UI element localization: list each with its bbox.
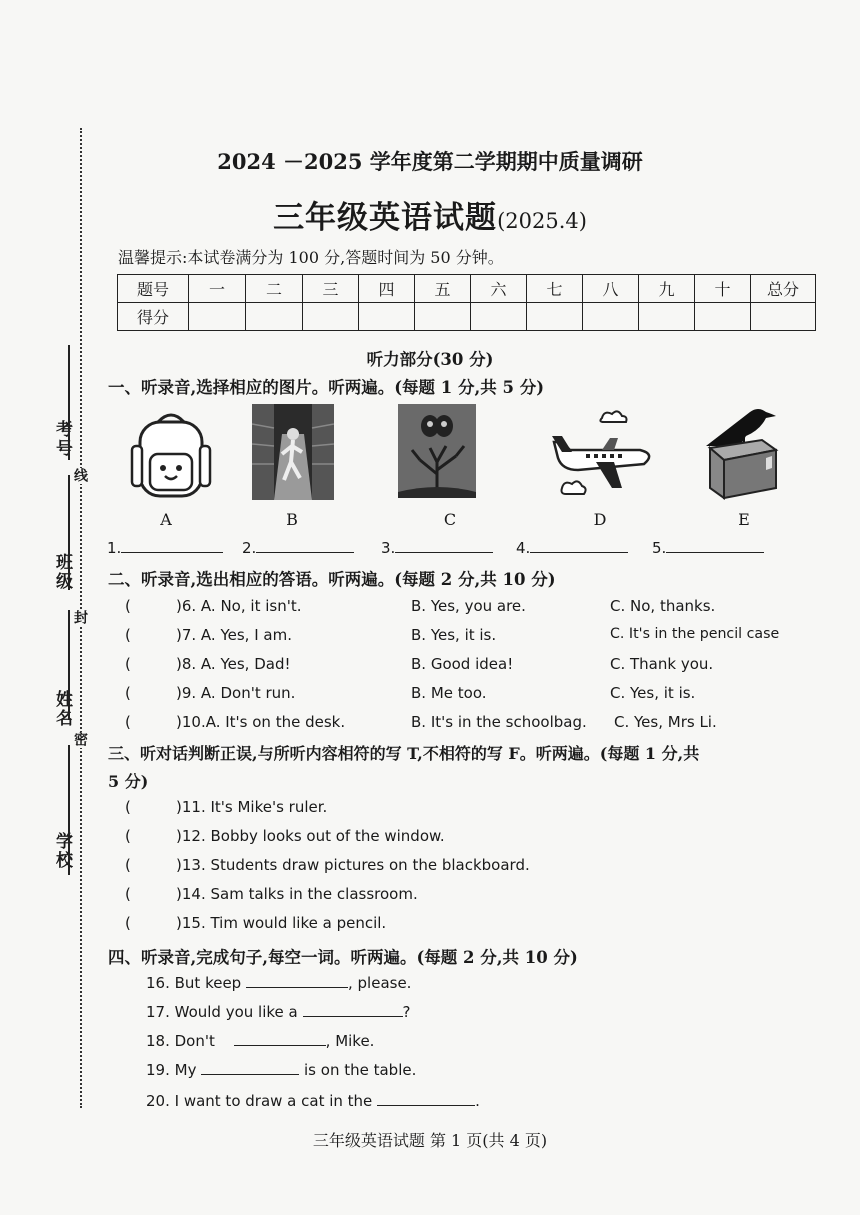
answer-blank-5[interactable] (652, 539, 764, 557)
col-1: 一 (189, 275, 246, 303)
picture-letter-d: D (593, 510, 607, 529)
statement-15: )15. Tim would like a pencil. (176, 914, 387, 932)
sentence-19 (146, 1061, 416, 1079)
score-cell[interactable] (751, 303, 816, 331)
picture-letter-e: E (738, 510, 750, 529)
row-label-question: 题号 (118, 275, 189, 303)
score-cell[interactable] (415, 303, 471, 331)
answer-blank-2[interactable] (242, 539, 354, 557)
col-6: 六 (471, 275, 527, 303)
name-line (68, 610, 70, 720)
sentence-16 (146, 974, 411, 992)
question-9-c: C. Yes, it is. (610, 684, 696, 702)
statement-11: )11. It's Mike's ruler. (176, 798, 328, 816)
question-10-b: B. It's in the schoolbag. (411, 713, 587, 731)
running-boy-photo (252, 404, 334, 500)
blank-16[interactable] (246, 987, 348, 988)
sentence-20-end: . (475, 1092, 480, 1110)
part3-title-line1: 三、听对话判断正误,与所听内容相符的写 T,不相符的写 F。听两遍。(每题 1 分,共 (108, 744, 700, 763)
score-cell[interactable] (246, 303, 303, 331)
question-10-c: C. Yes, Mrs Li. (614, 713, 717, 731)
airplane-icon (548, 406, 660, 500)
sentence-19-end: is on the table. (304, 1061, 417, 1079)
dense-char: 密 (72, 732, 88, 748)
paren-15: ( (125, 914, 131, 932)
sentence-17 (146, 1003, 410, 1021)
question-6-a: )6. A. No, it isn't. (176, 597, 302, 615)
col-4: 四 (359, 275, 415, 303)
question-10-a: )10.A. It's on the desk. (176, 713, 346, 731)
tip-note: 温馨提示:本试卷满分为 100 分,答题时间为 50 分钟。 (118, 248, 504, 267)
picture-letter-a: A (160, 510, 172, 529)
answer-blank-4[interactable] (516, 539, 628, 557)
sentence-17-end: ? (402, 1003, 411, 1021)
statement-13: )13. Students draw pictures on the blackboard. (176, 856, 530, 874)
question-9-b: B. Me too. (411, 684, 487, 702)
col-7: 七 (527, 275, 583, 303)
schoolbag-icon (128, 408, 214, 500)
blank-number: 3. (381, 539, 396, 557)
sentence-18-start: 18. Don't (146, 1032, 215, 1050)
blank-line[interactable] (256, 552, 354, 553)
main-title (0, 192, 860, 237)
statement-14: )14. Sam talks in the classroom. (176, 885, 418, 903)
paren-12: ( (125, 827, 131, 845)
answer-blank-1[interactable] (107, 539, 223, 557)
question-6-c: C. No, thanks. (610, 597, 716, 615)
school-line (68, 745, 70, 875)
paren-7: ( (125, 626, 131, 644)
school-label: 学校 (52, 832, 72, 870)
sentence-20 (146, 1092, 480, 1110)
score-cell[interactable] (359, 303, 415, 331)
paren-13: ( (125, 856, 131, 874)
blank-number: 2. (242, 539, 257, 557)
part1-title: 一、听录音,选择相应的图片。听两遍。(每题 1 分,共 5 分) (108, 378, 545, 397)
score-cell[interactable] (639, 303, 695, 331)
exam-no-label: 考号 (52, 420, 72, 458)
question-7-a: )7. A. Yes, I am. (176, 626, 292, 644)
blank-18[interactable] (234, 1045, 326, 1046)
paren-11: ( (125, 798, 131, 816)
blank-number: 1. (107, 539, 122, 557)
sentence-18-end: , Mike. (325, 1032, 375, 1050)
row-label-score: 得分 (118, 303, 189, 331)
score-table-score-row (118, 303, 816, 331)
paren-9: ( (125, 684, 131, 702)
score-cell[interactable] (695, 303, 751, 331)
butterfly-tree-photo (398, 404, 476, 498)
line-char: 线 (72, 468, 88, 484)
sentence-16-start: 16. But keep (146, 974, 242, 992)
blank-line[interactable] (121, 552, 223, 553)
sentence-17-start: 17. Would you like a (146, 1003, 298, 1021)
question-8-a: )8. A. Yes, Dad! (176, 655, 291, 673)
part4-title: 四、听录音,完成句子,每空一词。听两遍。(每题 2 分,共 10 分) (108, 948, 578, 967)
col-5: 五 (415, 275, 471, 303)
page-footer: 三年级英语试题 第 1 页(共 4 页) (312, 1131, 548, 1150)
paren-8: ( (125, 655, 131, 673)
sentence-16-end: , please. (347, 974, 412, 992)
blank-line[interactable] (666, 552, 764, 553)
score-cell[interactable] (583, 303, 639, 331)
score-cell[interactable] (189, 303, 246, 331)
part2-title: 二、听录音,选出相应的答语。听两遍。(每题 2 分,共 10 分) (108, 570, 556, 589)
col-2: 二 (246, 275, 303, 303)
bird-on-box-icon (700, 402, 780, 502)
blank-line[interactable] (530, 552, 628, 553)
score-table (117, 274, 816, 331)
blank-20[interactable] (377, 1105, 475, 1106)
blank-19[interactable] (201, 1074, 299, 1075)
sentence-19-start: 19. My (146, 1061, 197, 1079)
blank-17[interactable] (303, 1016, 403, 1017)
year-title: 2024 －2025 学年度第二学期期中质量调研 (217, 149, 643, 174)
score-table-header-row (118, 275, 816, 303)
blank-line[interactable] (395, 552, 493, 553)
col-10: 十 (695, 275, 751, 303)
question-6-b: B. Yes, you are. (411, 597, 526, 615)
class-label: 班级 (52, 553, 72, 591)
col-total: 总分 (751, 275, 816, 303)
sentence-20-start: 20. I want to draw a cat in the (146, 1092, 373, 1110)
blank-number: 5. (652, 539, 667, 557)
question-8-c: C. Thank you. (610, 655, 714, 673)
part3-title-line2: 5 分) (108, 772, 149, 791)
col-9: 九 (639, 275, 695, 303)
col-8: 八 (583, 275, 639, 303)
class-line (68, 475, 70, 590)
question-7-c: C. It's in the pencil case (610, 626, 780, 642)
seal-char: 封 (72, 610, 88, 626)
exam-date: (2025.4) (497, 209, 587, 233)
question-8-b: B. Good idea! (411, 655, 514, 673)
question-7-b: B. Yes, it is. (411, 626, 497, 644)
picture-letter-b: B (286, 510, 298, 529)
paren-14: ( (125, 885, 131, 903)
score-cell[interactable] (527, 303, 583, 331)
statement-12: )12. Bobby looks out of the window. (176, 827, 445, 845)
name-label: 姓名 (52, 690, 72, 728)
col-3: 三 (303, 275, 359, 303)
score-cell[interactable] (471, 303, 527, 331)
sentence-18 (146, 1032, 374, 1050)
picture-letter-c: C (443, 510, 457, 529)
question-9-a: )9. A. Don't run. (176, 684, 296, 702)
answer-blank-3[interactable] (381, 539, 493, 557)
paren-10: ( (125, 713, 131, 731)
score-cell[interactable] (303, 303, 359, 331)
listening-title: 听力部分(30 分) (366, 350, 494, 369)
paren-6: ( (125, 597, 131, 615)
main-title-text: 三年级英语试题 (273, 200, 498, 236)
blank-number: 4. (516, 539, 531, 557)
